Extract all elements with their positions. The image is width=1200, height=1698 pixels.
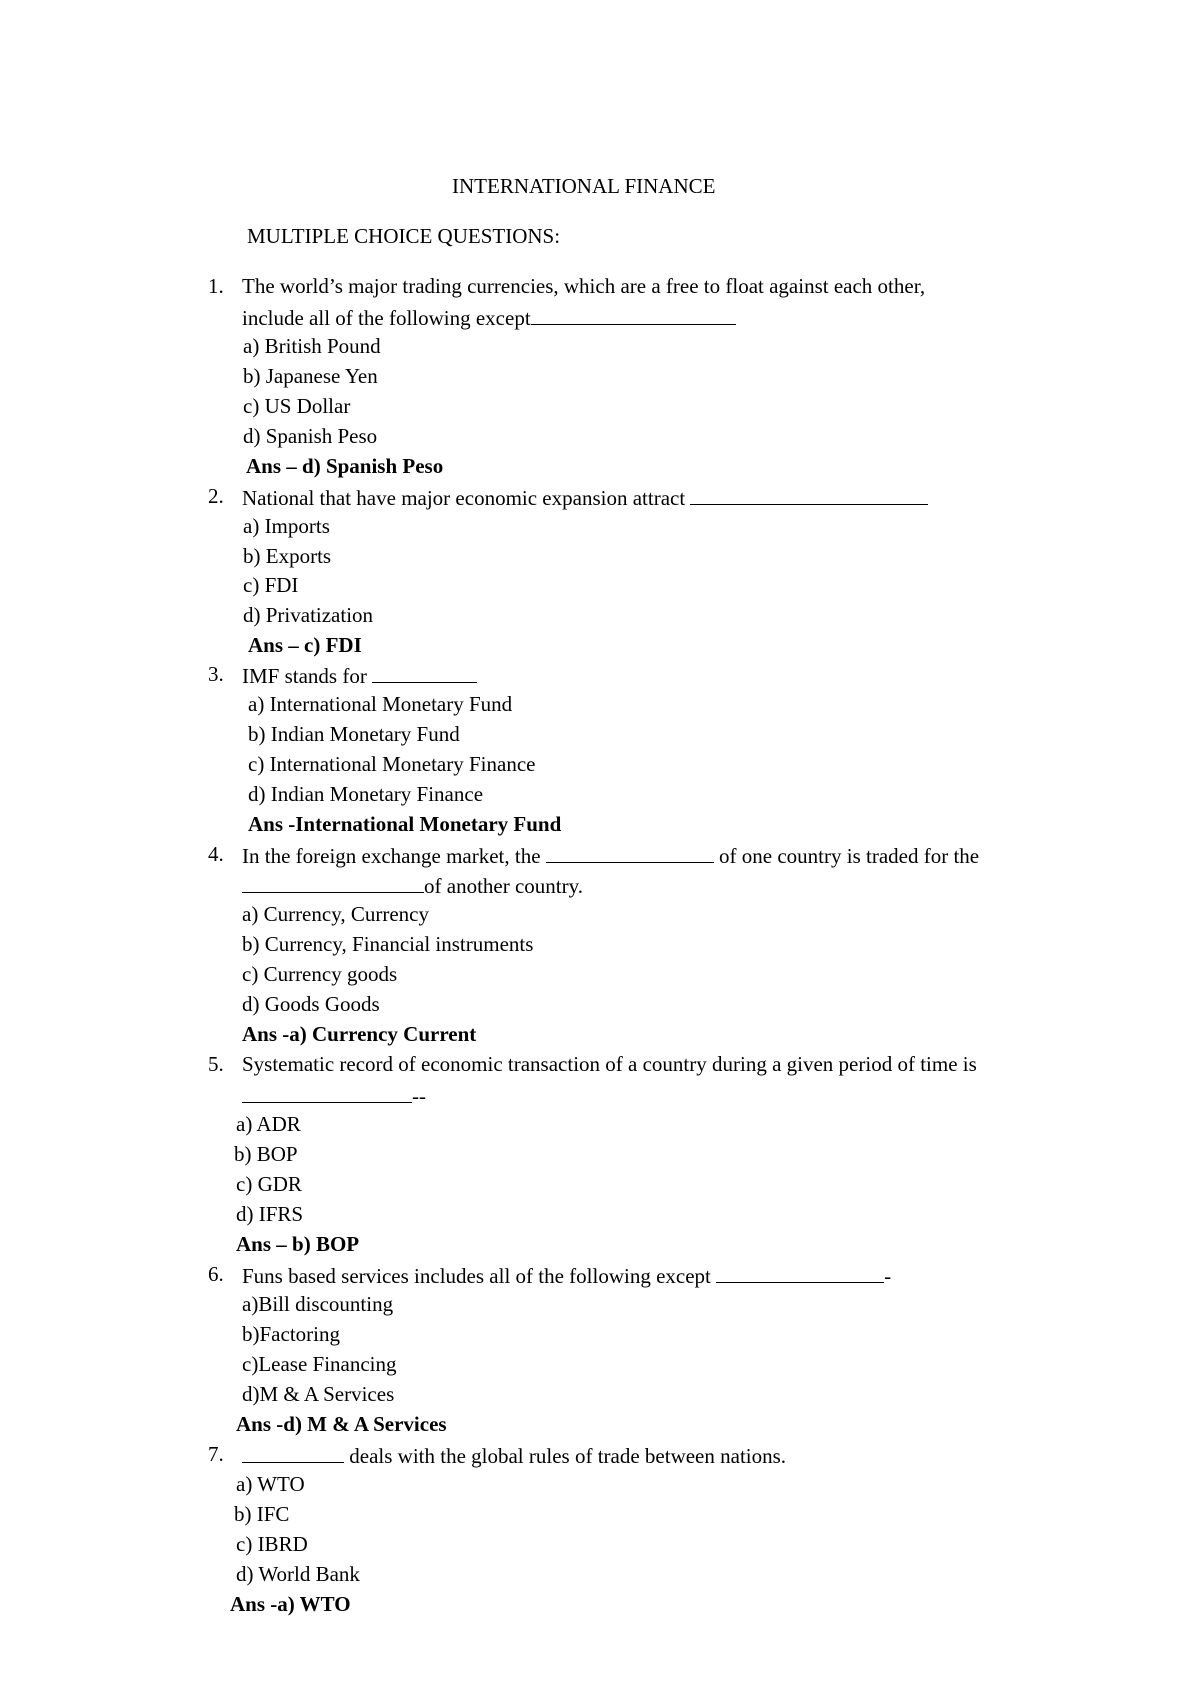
q2-option-a: a) Imports [243,514,330,538]
q5-option-a: a) ADR [236,1112,301,1136]
q5-text-line2-label: -- [412,1084,426,1108]
q6-answer: Ans -d) M & A Services [236,1412,447,1436]
q6-text-line1-label: Funs based services includes all of the following except [242,1264,711,1288]
q4-text-line1-start: In the foreign exchange market, the [242,844,541,868]
q5-option-b: b) BOP [234,1142,298,1166]
q2-answer: Ans – c) FDI [248,633,362,657]
q3-option-b: b) Indian Monetary Fund [248,722,460,746]
q4-answer-blank-2 [242,874,424,893]
q5-answer-blank [242,1084,412,1103]
q7-option-d: d) World Bank [236,1562,360,1586]
q3-answer: Ans -International Monetary Fund [248,812,562,836]
q7-text-line1 [242,1444,786,1467]
q5-text-line1: Systematic record of economic transaction of a country during a given period of time is [242,1052,977,1076]
q3-option-a: a) International Monetary Fund [248,692,513,716]
q1-option-c: c) US Dollar [243,394,351,418]
q1-option-a: a) British Pound [243,334,381,358]
q1-text-line1: The world’s major trading currencies, which are a free to float against each other, [242,274,926,298]
q7-option-c: c) IBRD [236,1532,308,1556]
q3-number: 3. [208,662,224,686]
q4-option-c: c) Currency goods [242,962,398,986]
q6-option-b: b)Factoring [242,1322,340,1346]
q6-answer-blank [716,1264,884,1283]
q7-number: 7. [208,1442,224,1466]
q2-option-d: d) Privatization [243,603,374,627]
q4-text-line2-label: of another country. [424,874,583,898]
q2-answer-blank [690,486,928,505]
q1-text-line2 [242,306,736,329]
q1-number: 1. [208,274,224,298]
q2-text-line1 [242,486,928,509]
q3-text-line1 [242,664,477,687]
q7-answer: Ans -a) WTO [230,1592,351,1616]
q3-answer-blank [372,664,477,683]
q6-option-a: a)Bill discounting [242,1292,394,1316]
q6-text-line1-end: - [884,1264,892,1288]
q1-answer-blank [531,306,736,325]
q1-answer: Ans – d) Spanish Peso [246,454,444,478]
q1-text-line2-label: include all of the following except [242,306,531,330]
q3-option-d: d) Indian Monetary Finance [248,782,484,806]
q5-option-d: d) IFRS [236,1202,304,1226]
q1-option-d: d) Spanish Peso [243,424,378,448]
q7-answer-blank [242,1444,344,1463]
q2-option-b: b) Exports [243,544,332,568]
q6-number: 6. [208,1262,224,1286]
page-title: INTERNATIONAL FINANCE [452,174,716,198]
q4-text-line1-end: of one country is traded for the [719,844,980,868]
q5-answer: Ans – b) BOP [236,1232,360,1256]
q4-option-b: b) Currency, Financial instruments [242,932,534,956]
q4-option-d: d) Goods Goods [242,992,380,1016]
q4-answer: Ans -a) Currency Current [242,1022,477,1046]
q4-text-line2 [242,874,583,897]
q2-text-line1-label: National that have major economic expansion attract [242,486,686,510]
q4-answer-blank-1 [546,844,714,863]
q4-option-a: a) Currency, Currency [242,902,429,926]
q1-option-b: b) Japanese Yen [243,364,378,388]
section-heading: MULTIPLE CHOICE QUESTIONS: [247,224,561,248]
q5-text-line2 [242,1084,426,1107]
q2-number: 2. [208,484,224,508]
q7-option-b: b) IFC [234,1502,290,1526]
q6-option-c: c)Lease Financing [242,1352,397,1376]
q7-option-a: a) WTO [236,1472,305,1496]
q4-number: 4. [208,842,224,866]
q3-text-line1-label: IMF stands for [242,664,367,688]
q5-number: 5. [208,1052,224,1076]
q5-option-c: c) GDR [236,1172,302,1196]
q4-text-line1 [242,844,979,867]
q6-text-line1 [242,1264,891,1287]
q3-option-c: c) International Monetary Finance [248,752,536,776]
q7-text-line1-label: deals with the global rules of trade between nations. [349,1444,787,1468]
q2-option-c: c) FDI [243,573,299,597]
q6-option-d: d)M & A Services [242,1382,395,1406]
